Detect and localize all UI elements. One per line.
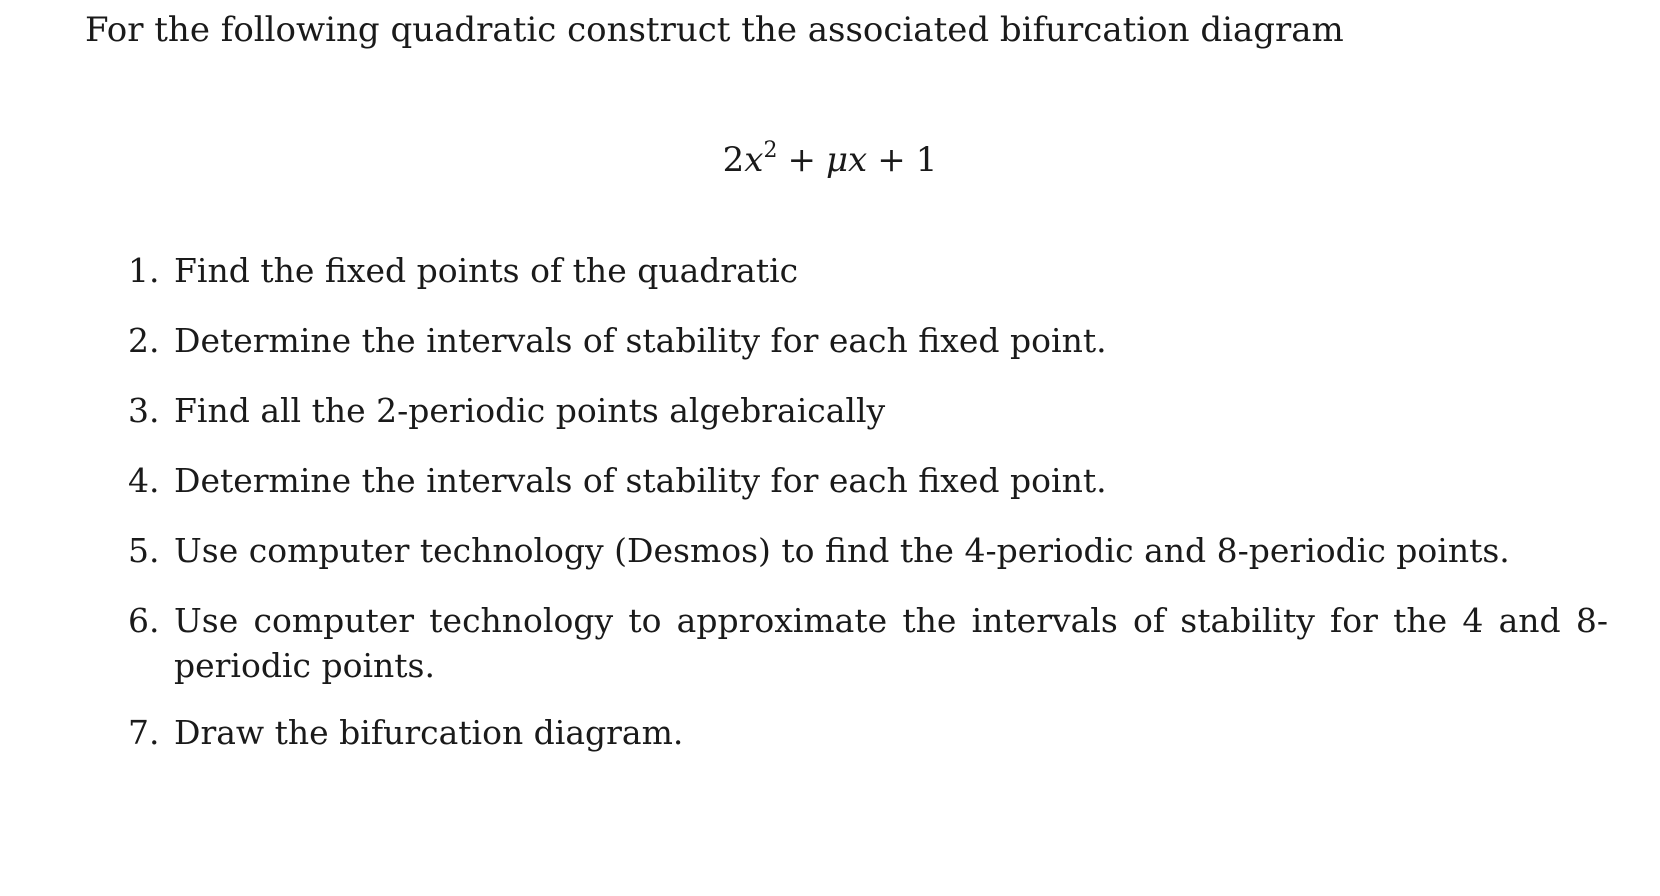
task-item: [128, 458, 1107, 503]
quadratic-equation: [0, 138, 1660, 182]
task-text: Find all the 2-periodic points algebraically: [174, 391, 886, 430]
task-item: [128, 318, 1107, 363]
task-number: 1.: [128, 251, 160, 290]
task-text: Determine the intervals of stability for each fixed point.: [174, 461, 1107, 500]
equation-plus-sign: +: [787, 140, 816, 180]
task-text: Use computer technology (Desmos) to find the 4-periodic and 8-periodic points.: [174, 531, 1510, 570]
task-number: 7.: [128, 713, 160, 752]
task-number: 4.: [128, 461, 160, 500]
equation-constant: 1: [915, 140, 938, 180]
task-text: Draw the bifurcation diagram.: [174, 713, 684, 752]
task-text: Determine the intervals of stability for each fixed point.: [174, 321, 1107, 360]
task-item: [128, 248, 798, 293]
task-item: [128, 598, 1608, 688]
equation-variable: x: [848, 140, 868, 180]
task-text: Use computer technology to approximate the intervals of stability for the 4 and 8-periodic points.: [174, 601, 1608, 685]
task-number: 5.: [128, 531, 160, 570]
intro-text: For the following quadratic construct the associated bifurcation diagram: [85, 10, 1344, 50]
task-item: [128, 388, 885, 433]
task-number: 6.: [128, 601, 160, 640]
task-text: Find the fixed points of the quadratic: [174, 251, 799, 290]
equation-mu: μ: [825, 140, 849, 180]
equation-exponent: 2: [763, 138, 778, 163]
task-number: 2.: [128, 321, 160, 360]
equation-variable: x: [744, 140, 764, 180]
task-number: 3.: [128, 391, 160, 430]
task-item: [128, 710, 683, 755]
equation-plus-sign: +: [877, 140, 906, 180]
task-item: [128, 528, 1510, 573]
equation-coefficient: 2: [722, 140, 745, 180]
